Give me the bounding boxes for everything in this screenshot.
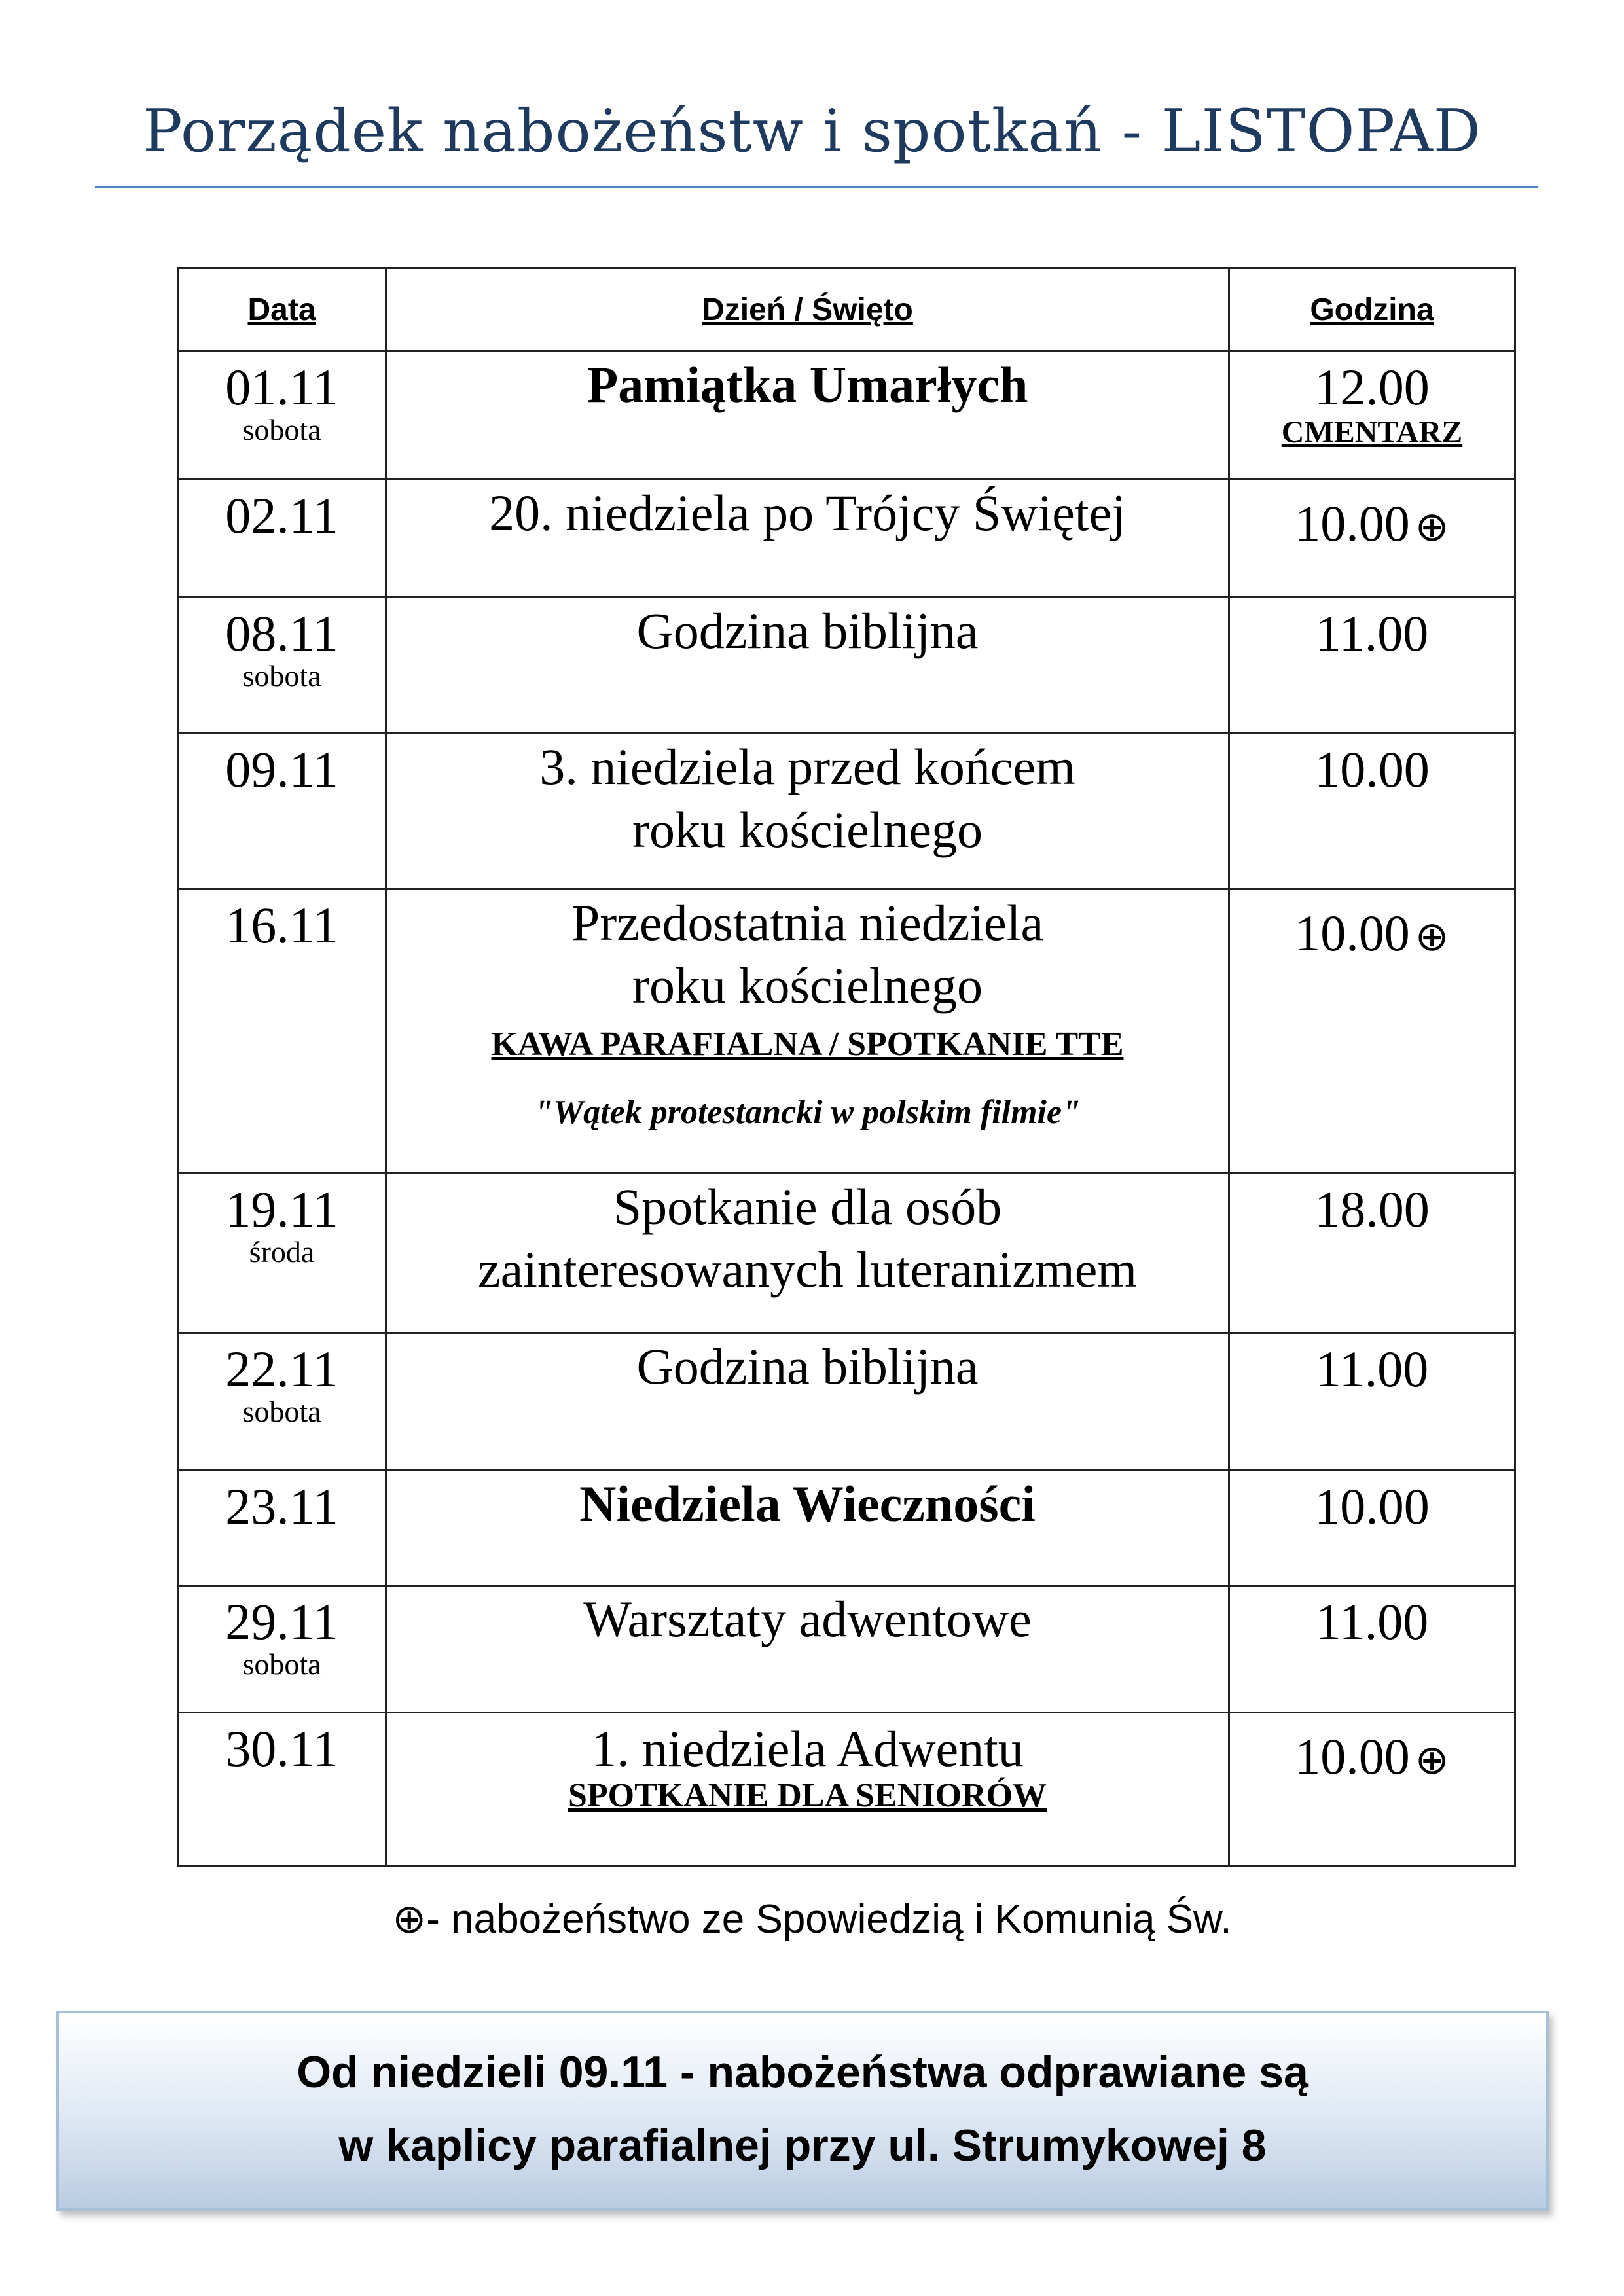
row-weekday: sobota [242, 1647, 321, 1681]
table-row [178, 1713, 1515, 1866]
row-date: 29.11 [225, 1593, 338, 1650]
row-time: 10.00 [1295, 495, 1410, 552]
row-event: Warsztaty adwentowe [583, 1590, 1032, 1647]
table-row [178, 480, 1515, 598]
row-time: 12.00 [1314, 359, 1430, 416]
row-event-line2: zainteresowanych luteranizmem [477, 1241, 1138, 1298]
header-time: Godzina [1229, 268, 1515, 351]
row-event: Niedziela Wieczności [579, 1475, 1036, 1532]
table-row [178, 1174, 1515, 1333]
row-time: 18.00 [1314, 1181, 1430, 1238]
communion-cross-icon: ⊕ [1415, 503, 1449, 550]
row-date: 16.11 [225, 897, 338, 954]
row-weekday: sobota [242, 659, 321, 692]
row-event: 1. niedziela Adwentu [591, 1720, 1024, 1777]
row-weekday: środa [249, 1235, 315, 1268]
row-date: 01.11 [225, 359, 338, 416]
row-event-line2: roku kościelnego [632, 801, 983, 858]
row-quote: "Wątek protestancki w polskim filmie" [534, 1094, 1081, 1131]
table-header-row [178, 268, 1515, 351]
table-row [178, 351, 1515, 480]
row-time: 10.00 [1295, 905, 1410, 961]
row-date: 19.11 [225, 1181, 338, 1238]
row-date: 22.11 [225, 1340, 338, 1397]
table-row [178, 598, 1515, 734]
header-date: Data [178, 268, 386, 351]
row-time-note: CMENTARZ [1281, 415, 1463, 450]
row-event: Godzina biblijna [636, 602, 979, 659]
notice-line1: Od niedzieli 09.11 - nabożeństwa odprawiane są [297, 2047, 1308, 2097]
row-date: 02.11 [225, 487, 338, 544]
row-time: 10.00 [1314, 741, 1430, 798]
row-weekday: sobota [242, 413, 321, 446]
row-date: 09.11 [225, 741, 338, 798]
row-event-line1: Spotkanie dla osób [613, 1178, 1002, 1235]
notice-box [56, 2011, 1549, 2211]
row-weekday: sobota [242, 1395, 321, 1428]
row-event-line1: 3. niedziela przed końcem [539, 738, 1075, 795]
legend [0, 1895, 1624, 1943]
table-row [178, 889, 1515, 1174]
table-row [178, 1586, 1515, 1713]
row-time: 11.00 [1315, 605, 1429, 662]
table-row [178, 734, 1515, 889]
table-row [178, 1333, 1515, 1471]
row-date: 23.11 [225, 1478, 338, 1535]
row-event-line1: Przedostatnia niedziela [571, 894, 1044, 951]
row-event: Pamiątka Umarłych [586, 356, 1028, 413]
row-event-line2: roku kościelnego [632, 957, 983, 1014]
row-event: 20. niedziela po Trójcy Świętej [489, 484, 1126, 541]
communion-cross-icon: ⊕ [392, 1895, 427, 1943]
row-event: Godzina biblijna [636, 1338, 979, 1395]
notice-line2: w kaplicy parafialnej przy ul. Strumykowej 8 [338, 2121, 1267, 2170]
header-day: Dzień / Święto [386, 268, 1229, 351]
row-note: KAWA PARAFIALNA / SPOTKANIE TTE [491, 1026, 1124, 1063]
row-time: 11.00 [1315, 1593, 1429, 1650]
legend-text: - nabożeństwo ze Spowiedzią i Komunią Św. [426, 1897, 1232, 1942]
title-underline [95, 186, 1538, 188]
row-date: 08.11 [225, 605, 338, 662]
row-time: 10.00 [1295, 1728, 1410, 1785]
communion-cross-icon: ⊕ [1415, 912, 1449, 960]
row-time: 11.00 [1315, 1340, 1429, 1397]
row-date: 30.11 [225, 1720, 338, 1777]
schedule-table [177, 267, 1516, 1867]
row-time: 10.00 [1314, 1478, 1430, 1535]
communion-cross-icon: ⊕ [1415, 1736, 1449, 1784]
table-row [178, 1471, 1515, 1586]
page-title: Porządek nabożeństw i spotkań - LISTOPAD [143, 97, 1481, 166]
row-note: SPOTKANIE DLA SENIORÓW [568, 1777, 1047, 1814]
